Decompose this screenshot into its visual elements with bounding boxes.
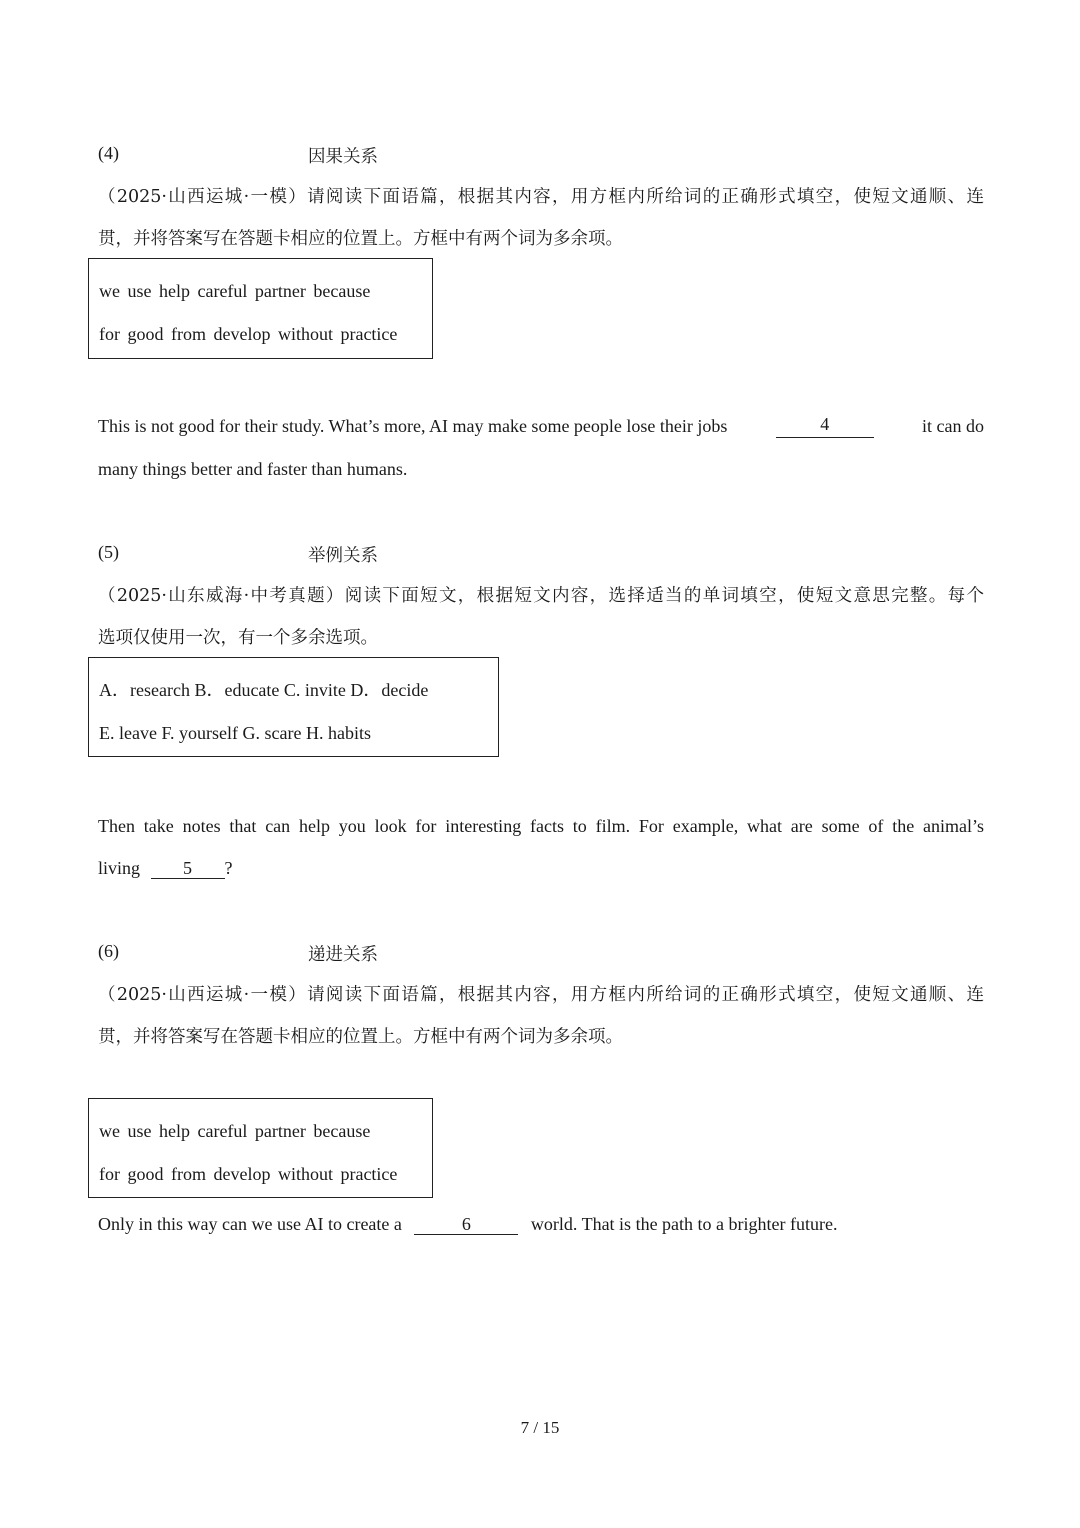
question-number-6: (6): [98, 941, 119, 961]
word-box-4-row1: we use help careful partner because: [99, 281, 371, 301]
page-number: 7 / 15: [520, 1418, 560, 1437]
instruction-6-line2: 贯，并将答案写在答题卡相应的位置上。方框中有两个词为多余项。: [98, 1027, 623, 1047]
option-box-5: [88, 657, 499, 757]
passage-5-line2: [98, 856, 233, 880]
blank-4[interactable]: 4: [776, 414, 874, 438]
question-type-5: 举例关系: [308, 546, 378, 566]
blank-5[interactable]: 5: [151, 858, 225, 879]
passage-4-line1: [98, 414, 984, 438]
question-type-6: 递进关系: [308, 945, 378, 965]
word-box-6-row2: for good from develop without practice: [99, 1164, 398, 1184]
word-box-6: [88, 1098, 433, 1198]
instruction-6-line1: （2025·山西运城·一模）请阅读下面语篇，根据其内容，用方框内所给词的正确形式填空，使短文通顺、连: [98, 985, 984, 1005]
passage-6-text-after: world. That is the path to a brighter future.: [530, 1214, 838, 1234]
question-type-4: 因果关系: [308, 147, 378, 167]
passage-6-line1: [98, 1212, 838, 1236]
passage-6-text-before: Only in this way can we use AI to create a: [98, 1214, 402, 1234]
instruction-4-line1: （2025·山西运城·一模）请阅读下面语篇，根据其内容，用方框内所给词的正确形式填空，使短文通顺、连: [98, 187, 984, 207]
word-box-4: [88, 258, 433, 359]
question-number-4: (4): [98, 143, 119, 163]
instruction-4-line2: 贯，并将答案写在答题卡相应的位置上。方框中有两个词为多余项。: [98, 229, 623, 249]
instruction-5-line2: 选项仅使用一次，有一个多余选项。: [98, 628, 378, 648]
word-box-6-row1: we use help careful partner because: [99, 1121, 371, 1141]
question-number-5: (5): [98, 542, 119, 562]
passage-5-text-after: ?: [224, 858, 233, 878]
passage-5-line1: Then take notes that can help you look for interesting facts to film. For example, what are some of the animal’s: [98, 816, 984, 836]
passage-4-text-before: This is not good for their study. What’s more, AI may make some people lose their jobs: [98, 416, 728, 436]
passage-4-line2: many things better and faster than humans.: [98, 459, 408, 479]
option-box-5-row2: E. leave F. yourself G. scare H. habits: [99, 723, 371, 743]
instruction-5-line1: （2025·山东威海·中考真题）阅读下面短文，根据短文内容，选择适当的单词填空，使短文意思完整。每个: [98, 586, 984, 606]
passage-5-text-before: living: [98, 858, 141, 878]
option-box-5-row1: A．research B．educate C. invite D．decide: [99, 680, 429, 700]
passage-4-text-after: it can do: [922, 416, 984, 436]
blank-6[interactable]: 6: [414, 1214, 518, 1235]
word-box-4-row2: for good from develop without practice: [99, 324, 398, 344]
